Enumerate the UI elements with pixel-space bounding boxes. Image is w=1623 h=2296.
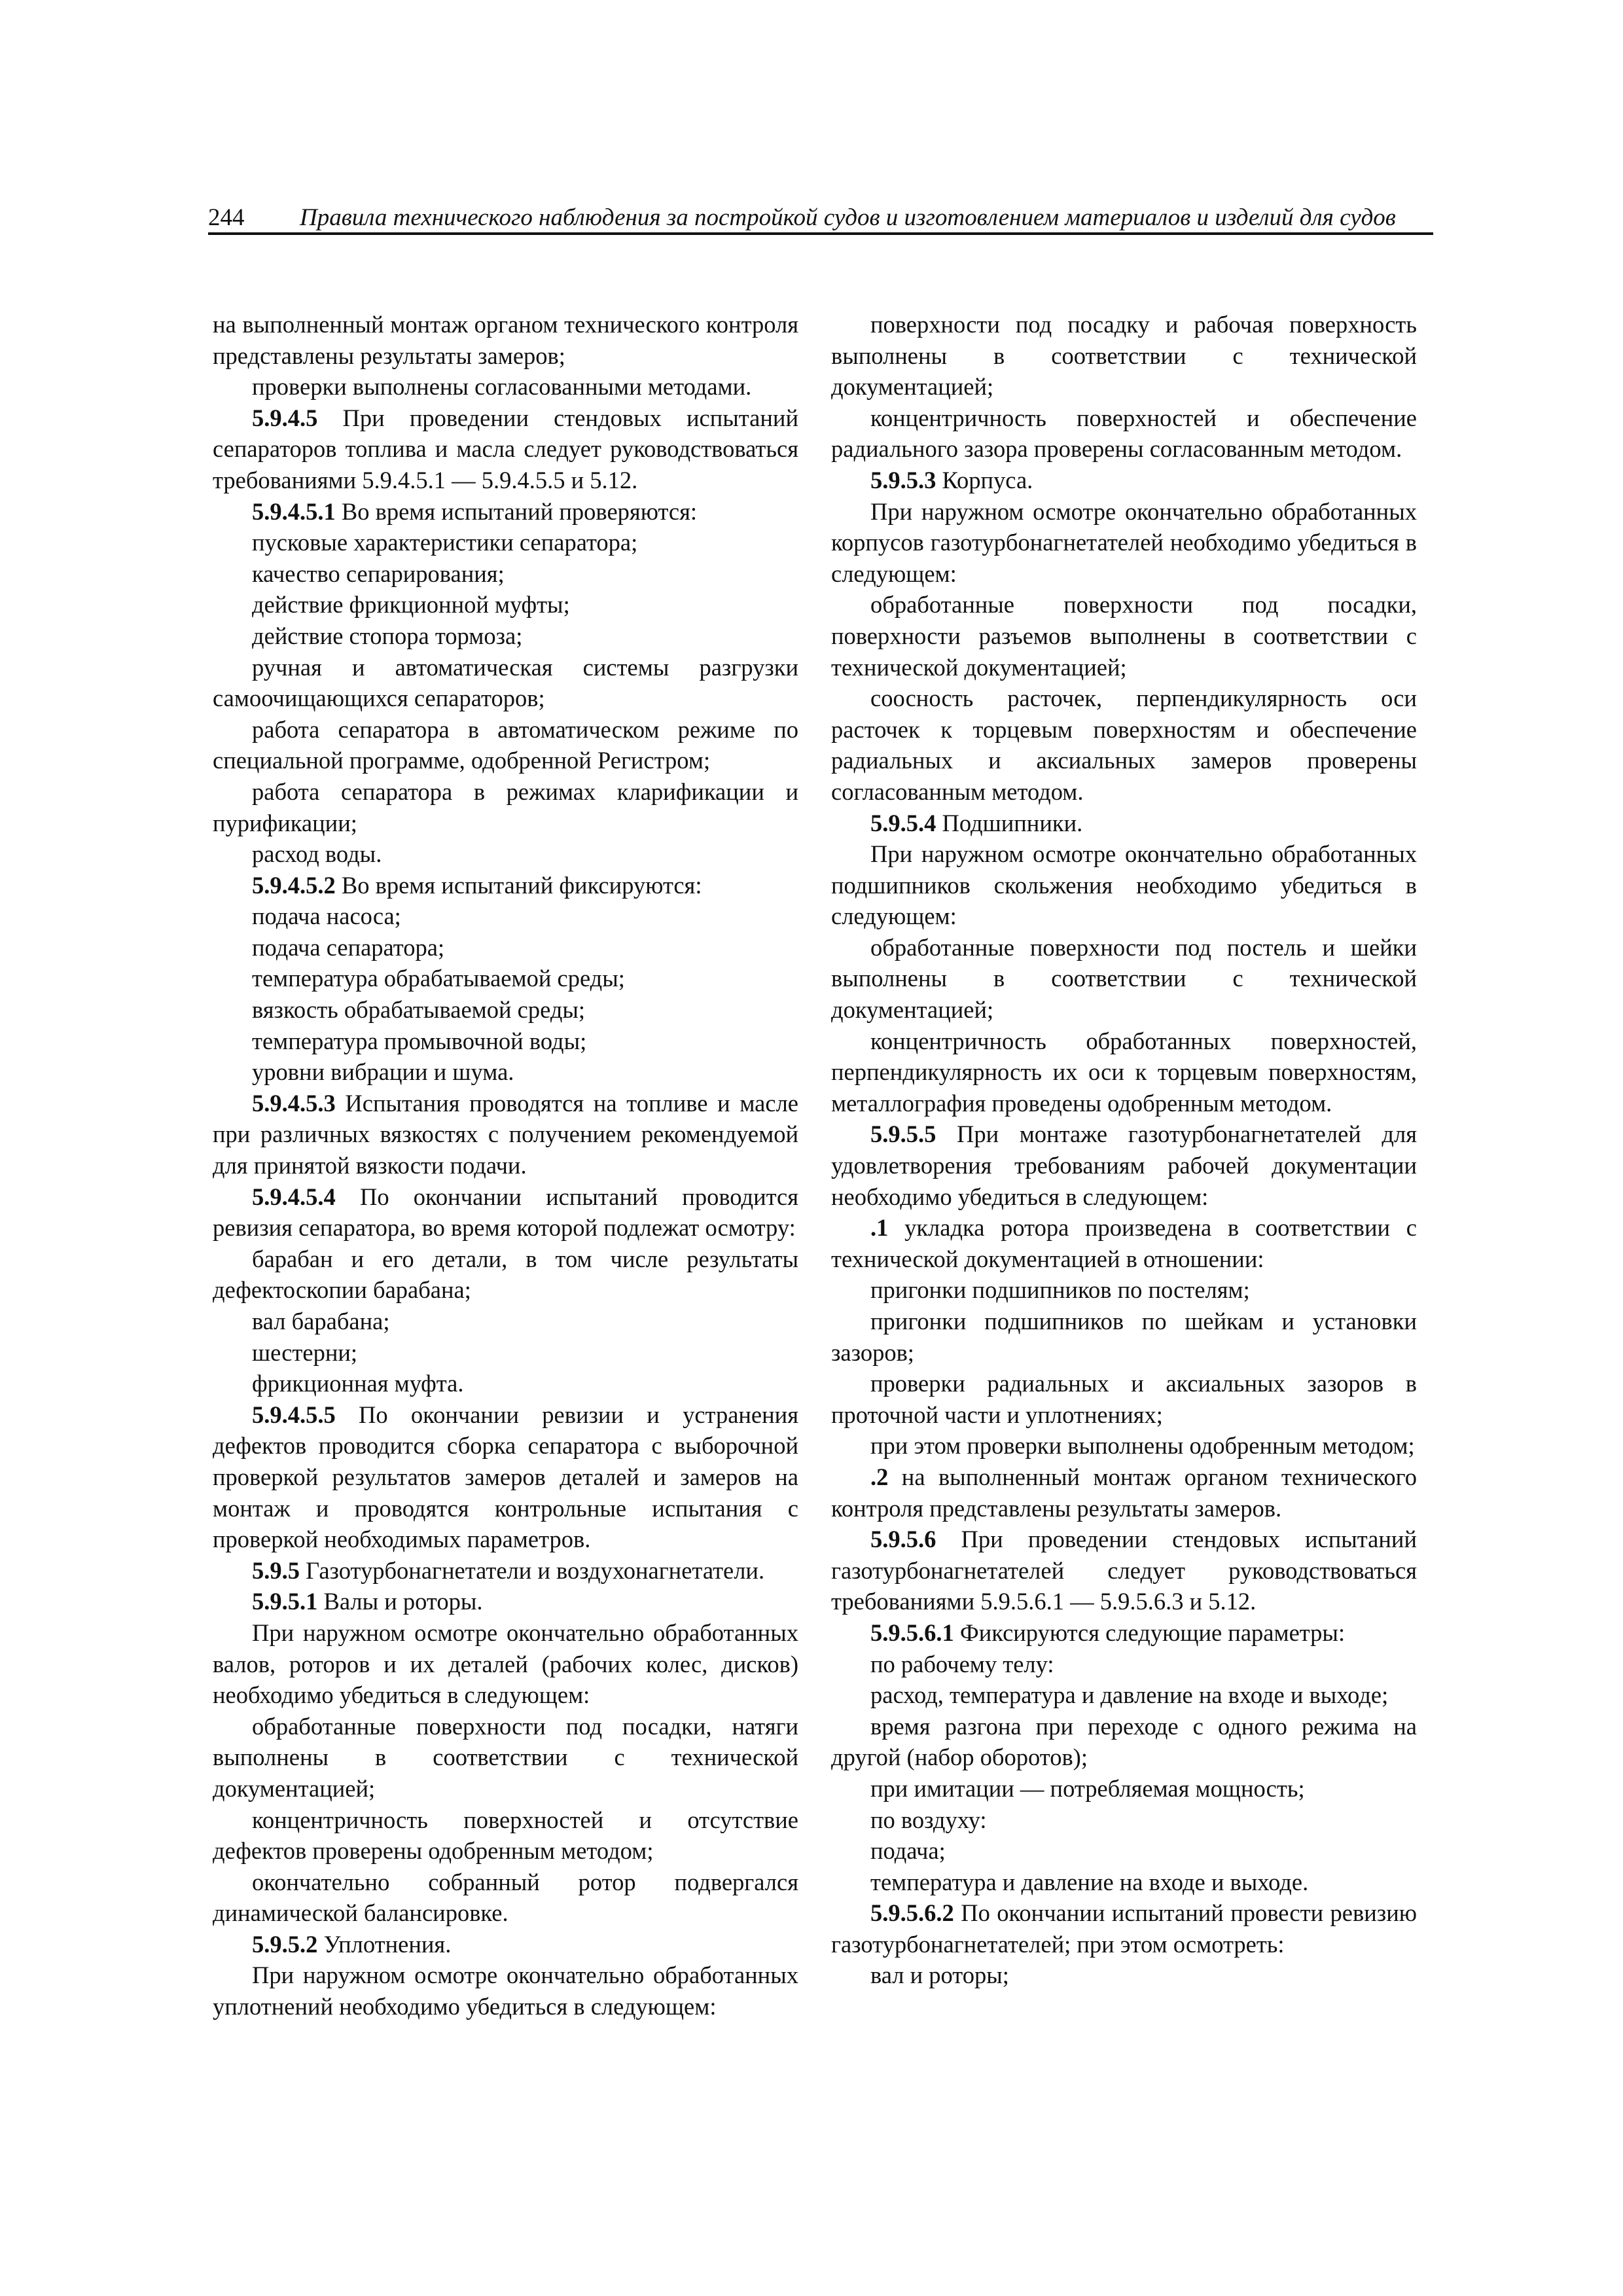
paragraph (831, 309, 1417, 403)
paragraph-text: укладка ротора произведена в соответствии с технической документацией в отношении: (831, 1214, 1417, 1272)
paragraph (831, 1119, 1417, 1212)
paragraph-text: вал и роторы; (870, 1962, 1009, 1989)
paragraph (831, 1368, 1417, 1430)
paragraph (213, 1306, 798, 1337)
page-number: 244 (208, 204, 245, 231)
paragraph (831, 1524, 1417, 1617)
paragraph-text: уровни вибрации и шума. (252, 1058, 514, 1086)
paragraph-text: действие стопора тормоза; (252, 622, 523, 649)
paragraph-text: при этом проверки выполнены одобренным методом; (870, 1432, 1415, 1460)
paragraph (213, 1711, 798, 1804)
paragraph-text: расход, температура и давление на входе и выходе; (870, 1681, 1389, 1709)
paragraph-text: обработанные поверхности под постель и шейки выполнены в соответствии с технической документацией; (831, 933, 1417, 1024)
paragraph (831, 1804, 1417, 1836)
paragraph (213, 1929, 798, 1960)
paragraph (213, 589, 798, 620)
paragraph (831, 1274, 1417, 1306)
paragraph (831, 1897, 1417, 1960)
paragraph-text: соосность расточек, перпендикулярность оси расточек к торцевым поверхностям и обеспечение радиальных и аксиальных замеров проверены согласованным методом. (831, 685, 1417, 805)
clause-number: 5.9.5.2 (252, 1930, 318, 1958)
paragraph-text: по воздуху: (870, 1806, 987, 1833)
clause-number: 5.9.5.6.2 (870, 1899, 954, 1927)
paragraph-text: По окончании испытаний проводится ревизия сепаратора, во время которой подлежат осмотру: (213, 1183, 798, 1242)
paragraph (213, 838, 798, 870)
paragraph-text: расход воды. (252, 840, 382, 868)
paragraph-text: концентричность поверхностей и отсутствие дефектов проверены одобренным методом; (213, 1806, 798, 1865)
paragraph-text: ручная и автоматическая системы разгрузки самоочищающихся сепараторов; (213, 653, 798, 712)
paragraph (213, 1181, 798, 1244)
paragraph (831, 1462, 1417, 1524)
paragraph (831, 1679, 1417, 1711)
paragraph-text: концентричность поверхностей и обеспечение радиального зазора проверены согласованным методом. (831, 404, 1417, 463)
clause-number: 5.9.5.5 (870, 1121, 936, 1148)
paragraph (213, 1337, 798, 1369)
paragraph (213, 496, 798, 528)
paragraph-text: Уплотнения. (317, 1930, 452, 1958)
paragraph (831, 1026, 1417, 1119)
clause-number: 5.9.4.5 (252, 404, 318, 431)
paragraph-text: время разгона при переходе с одного режима на другой (набор оборотов); (831, 1712, 1417, 1771)
paragraph-text: температура обрабатываемой среды; (252, 965, 625, 992)
paragraph-text: По окончании испытаний провести ревизию газотурбонагнетателей; при этом осмотреть: (831, 1899, 1417, 1958)
paragraph-text: температура и давление на входе и выходе. (870, 1868, 1309, 1895)
paragraph (213, 994, 798, 1026)
paragraph-text: фрикционная муфта. (252, 1370, 464, 1397)
paragraph-text: вал барабана; (252, 1308, 390, 1335)
paragraph (213, 932, 798, 963)
paragraph (213, 1586, 798, 1617)
paragraph-text: Фиксируются следующие параметры: (954, 1619, 1346, 1646)
paragraph (213, 1867, 798, 1929)
paragraph (213, 870, 798, 901)
paragraph-text: пусковые характеристики сепаратора; (252, 529, 638, 556)
paragraph (831, 589, 1417, 683)
paragraph-text: Испытания проводятся на топливе и масле при различных вязкостях с получением рекомендуемой для принятой вязкости подачи. (213, 1089, 798, 1179)
paragraph (831, 1867, 1417, 1898)
paragraph-text: по рабочему телу: (870, 1650, 1054, 1677)
paragraph (213, 1617, 798, 1711)
paragraph-text: обработанные поверхности под посадки, натяги выполнены в соответствии с технической документацией; (213, 1712, 798, 1802)
paragraph-text: работа сепаратора в автоматическом режиме по специальной программе, одобренной Регистром; (213, 715, 798, 774)
clause-number: 5.9.5.3 (870, 466, 936, 493)
paragraph-text: на выполненный монтаж органом технического контроля представлены результаты замеров; (213, 311, 798, 369)
paragraph (213, 1026, 798, 1057)
paragraph (831, 932, 1417, 1026)
paragraph-text: При проведении стендовых испытаний сепараторов топлива и масла следует руководствоваться требованиями 5.9.4.5.1 — 5.9.4.5.5 и 5.12. (213, 404, 798, 493)
paragraph-text: подача сепаратора; (252, 933, 445, 961)
paragraph-text: При проведении стендовых испытаний газотурбонагнетателей следует руководствоваться требованиями 5.9.5.6.1 — 5.9.5.6.3 и 5.12. (831, 1526, 1417, 1615)
paragraph (213, 403, 798, 496)
paragraph (831, 403, 1417, 465)
paragraph (213, 901, 798, 932)
paragraph-text: При наружном осмотре окончательно обработанных уплотнений необходимо убедиться в следующем: (213, 1962, 798, 2020)
paragraph (831, 1711, 1417, 1773)
paragraph-text: шестерни; (252, 1338, 358, 1366)
paragraph-text: подача насоса; (252, 903, 401, 930)
paragraph-text: Корпуса. (936, 466, 1033, 493)
paragraph-text: При наружном осмотре окончательно обработанных подшипников скольжения необходимо убедиться в следующем: (831, 840, 1417, 930)
paragraph (213, 963, 798, 994)
paragraph-text: поверхности под посадку и рабочая поверхность выполнены в соответствии с технической документацией; (831, 311, 1417, 401)
paragraph-text: качество сепарирования; (252, 560, 505, 587)
paragraph-text: При наружном осмотре окончательно обработанных корпусов газотурбонагнетателей необходимо убедиться в следующем: (831, 497, 1417, 587)
paragraph-text: При монтаже газотурбонагнетателей для удовлетворения требованиям рабочей документации необходимо убедиться в следующем: (831, 1121, 1417, 1210)
paragraph (213, 1960, 798, 2022)
paragraph-text: барабан и его детали, в том числе результаты дефектоскопии барабана; (213, 1245, 798, 1304)
paragraph (831, 1617, 1417, 1649)
clause-number: .2 (870, 1463, 889, 1490)
paragraph-text: проверки радиальных и аксиальных зазоров в проточной части и уплотнениях; (831, 1370, 1417, 1428)
right-column (831, 309, 1417, 1991)
paragraph-text: вязкость обрабатываемой среды; (252, 996, 586, 1024)
paragraph (831, 1430, 1417, 1462)
paragraph (213, 1056, 798, 1088)
paragraph (213, 776, 798, 838)
paragraph-text: Газотурбонагнетатели и воздухонагнетатели. (300, 1556, 765, 1584)
paragraph-text: Валы и роторы. (317, 1588, 483, 1615)
paragraph (213, 1244, 798, 1306)
paragraph-text: По окончании ревизии и устранения дефектов проводится сборка сепаратора с выборочной проверкой результатов замеров деталей и замеров на монтаж и проводятся контрольные испытания с проверкой необходимых параметров. (213, 1401, 798, 1553)
clause-number: 5.9.5 (252, 1556, 300, 1584)
paragraph (213, 527, 798, 558)
paragraph (831, 1649, 1417, 1680)
paragraph-text: действие фрикционной муфты; (252, 591, 570, 619)
paragraph (213, 1555, 798, 1587)
paragraph-text: пригонки подшипников по постелям; (870, 1276, 1250, 1304)
clause-number: 5.9.4.5.2 (252, 871, 336, 899)
paragraph-text: температура промывочной воды; (252, 1027, 587, 1054)
paragraph (831, 1773, 1417, 1804)
paragraph-text: на выполненный монтаж органом технического контроля представлены результаты замеров. (831, 1463, 1417, 1522)
clause-number: 5.9.5.6.1 (870, 1619, 954, 1646)
paragraph-text: работа сепаратора в режимах кларификации и пурификации; (213, 778, 798, 836)
paragraph (213, 309, 798, 371)
clause-number: 5.9.4.5.5 (252, 1401, 336, 1428)
paragraph (213, 558, 798, 590)
paragraph-text: концентричность обработанных поверхностей, перпендикулярность их оси к торцевым поверхностям, металлография проведены одобренным методом. (831, 1027, 1417, 1117)
clause-number: 5.9.4.5.3 (252, 1089, 336, 1117)
paragraph (831, 808, 1417, 839)
paragraph (831, 1212, 1417, 1274)
paragraph (213, 371, 798, 403)
paragraph (831, 1835, 1417, 1867)
left-column (213, 309, 798, 2022)
clause-number: .1 (870, 1214, 889, 1242)
paragraph-text: Подшипники. (936, 809, 1083, 836)
paragraph (213, 1804, 798, 1867)
clause-number: 5.9.4.5.1 (252, 497, 336, 525)
paragraph (213, 1399, 798, 1555)
paragraph (213, 620, 798, 652)
paragraph (831, 465, 1417, 496)
paragraph-text: подача; (870, 1837, 946, 1865)
paragraph (213, 714, 798, 776)
running-title: Правила технического наблюдения за постройкой судов и изготовлением материалов и изделий для судов (300, 204, 1396, 231)
clause-number: 5.9.5.4 (870, 809, 936, 836)
paragraph (831, 1306, 1417, 1368)
paragraph-text: проверки выполнены согласованными методами. (252, 373, 752, 401)
clause-number: 5.9.4.5.4 (252, 1183, 336, 1210)
clause-number: 5.9.5.6 (870, 1526, 936, 1553)
paragraph-text: при имитации — потребляемая мощность; (870, 1774, 1305, 1802)
paragraph-text: обработанные поверхности под посадки, поверхности разъемов выполнены в соответствии с технической документацией; (831, 591, 1417, 681)
paragraph (831, 496, 1417, 590)
running-header (208, 200, 1433, 235)
paragraph (213, 1368, 798, 1399)
paragraph-text: пригонки подшипников по шейкам и установки зазоров; (831, 1308, 1417, 1366)
clause-number: 5.9.5.1 (252, 1588, 318, 1615)
paragraph-text: Во время испытаний фиксируются: (335, 871, 702, 899)
paragraph-text: Во время испытаний проверяются: (335, 497, 698, 525)
paragraph (213, 1088, 798, 1181)
paragraph (831, 838, 1417, 932)
paragraph (213, 652, 798, 714)
paragraph (831, 1960, 1417, 1991)
paragraph-text: При наружном осмотре окончательно обработанных валов, роторов и их деталей (рабочих колес, дисков) необходимо убедиться в следующем: (213, 1619, 798, 1709)
paragraph (831, 683, 1417, 807)
paragraph-text: окончательно собранный ротор подвергался динамической балансировке. (213, 1868, 798, 1927)
